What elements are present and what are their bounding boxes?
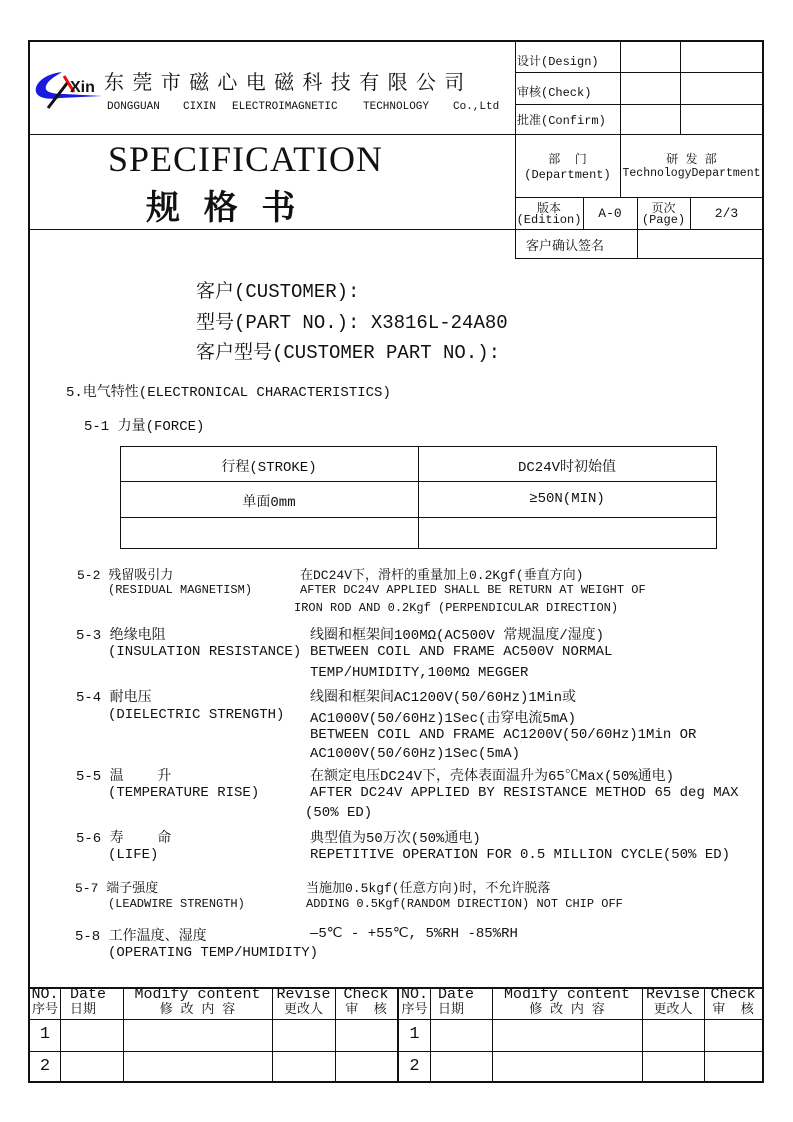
- rev-header-revise-cn: 更改人: [283, 1002, 323, 1017]
- item-5-3-line: BETWEEN COIL AND FRAME AC500V NORMAL: [310, 644, 613, 660]
- department-value-en: TechnologyDepartment: [622, 167, 761, 180]
- part-number: 型号(PART NO.): X3816L-24A80: [196, 312, 508, 334]
- rev-header-no-cn: 序号: [31, 1002, 58, 1017]
- page-label-cn: 页次: [651, 202, 676, 216]
- rev-header-no: NO.: [400, 986, 428, 1003]
- item-5-8-en: (OPERATING TEMP/HUMIDITY): [108, 945, 319, 961]
- company-en-4: TECHNOLOGY: [363, 101, 430, 113]
- item-5-5-en: (TEMPERATURE RISE): [108, 785, 260, 801]
- company-logo: [34, 68, 104, 112]
- item-5-7-title: 5-7 端子强度: [75, 881, 159, 896]
- force-title: 5-1 力量(FORCE): [84, 419, 205, 435]
- rev-header-check: Check: [710, 986, 756, 1003]
- item-5-4-line: BETWEEN COIL AND FRAME AC1200V(50/60Hz)1Min OR: [310, 727, 697, 743]
- department-label-en: (Department): [524, 168, 611, 182]
- rev-header-no-cn: 序号: [401, 1002, 428, 1017]
- item-5-2-en: (RESIDUAL MAGNETISM): [108, 583, 253, 597]
- section-title: 5.电气特性(ELECTRONICAL CHARACTERISTICS): [66, 385, 391, 401]
- rev-header-date-cn: 日期: [70, 1002, 97, 1017]
- item-5-7-line: 当施加0.5kgf(任意方向)时，不允许脱落: [306, 881, 551, 896]
- design-label: 设计(Design): [517, 55, 599, 69]
- rev-header-revise: Revise: [645, 986, 700, 1003]
- item-5-6-en: (LIFE): [108, 847, 159, 863]
- force-cell-value: ≥50N(MIN): [529, 491, 605, 507]
- item-5-5-line: (50% ED): [305, 805, 373, 821]
- title-en: SPECIFICATION: [108, 139, 384, 179]
- company-en-1: DONGGUAN: [107, 101, 160, 113]
- rev-header-no: NO.: [31, 986, 59, 1003]
- title-cn: 规 格 书: [146, 188, 296, 228]
- item-5-2-line: IRON ROD AND 0.2Kgf (PERPENDICULAR DIRECTION): [294, 601, 619, 615]
- item-5-3-title: 5-3 绝缘电阻: [76, 628, 166, 644]
- customer-part-number: 客户型号(CUSTOMER PART NO.):: [196, 342, 501, 364]
- rev-header-modify-cn: 修 改 内 容: [159, 1002, 236, 1017]
- rev-header-check: Check: [343, 986, 389, 1003]
- check-label: 审核(Check): [517, 86, 592, 100]
- force-cell-stroke: 单面0mm: [242, 495, 296, 511]
- item-5-5-line: AFTER DC24V APPLIED BY RESISTANCE METHOD 65 deg MAX: [310, 785, 739, 801]
- svg-text:Xin: Xin: [70, 79, 95, 96]
- item-5-2-line: AFTER DC24V APPLIED SHALL BE RETURN AT WEIGHT OF: [300, 583, 646, 597]
- item-5-4-line: AC1000V(50/60Hz)1Sec(5mA): [310, 746, 521, 762]
- department-label-cn: 部 门: [548, 153, 587, 167]
- item-5-4-title: 5-4 耐电压: [76, 690, 152, 706]
- rev-header-check-cn: 审 核: [345, 1002, 387, 1017]
- item-5-4-line: AC1000V(50/60Hz)1Sec(击穿电流5mA): [310, 711, 577, 727]
- item-5-2-line: 在DC24V下，滑杆的重量加上0.2Kgf(垂直方向): [300, 568, 584, 583]
- rev-row-number: 2: [39, 1057, 51, 1076]
- rev-header-date: Date: [70, 986, 107, 1003]
- rev-row-number: 2: [409, 1057, 420, 1076]
- force-header-stroke: 行程(STROKE): [221, 460, 317, 476]
- edition-label-en: (Edition): [516, 213, 582, 227]
- page-value: 2/3: [714, 206, 739, 221]
- item-5-3-line: 线圈和框架间100MΩ(AC500V 常规温度/湿度): [310, 628, 605, 644]
- rev-row-number: 1: [409, 1025, 420, 1044]
- department-value-cn: 研 发 部: [666, 153, 717, 167]
- item-5-8-line: —5℃ - +55℃, 5%RH -85%RH: [310, 926, 518, 942]
- force-header-initial: DC24V时初始值: [517, 460, 616, 476]
- item-5-4-en: (DIELECTRIC STRENGTH): [108, 707, 285, 723]
- customer-sign-label: 客户确认签名: [526, 239, 605, 254]
- item-5-6-title: 5-6 寿 命: [76, 831, 172, 847]
- item-5-8-title: 5-8 工作温度、湿度: [75, 929, 207, 945]
- company-en-3: ELECTROIMAGNETIC: [232, 101, 338, 113]
- rev-header-date: Date: [438, 986, 475, 1003]
- item-5-5-line: 在额定电压DC24V下，壳体表面温升为65℃Max(50%通电): [310, 769, 675, 785]
- company-en-2: CIXIN: [183, 101, 217, 113]
- rev-header-modify: Modify content: [134, 986, 261, 1003]
- rev-header-date-cn: 日期: [438, 1002, 465, 1017]
- item-5-6-line: REPETITIVE OPERATION FOR 0.5 MILLION CYCLE(50% ED): [310, 847, 731, 863]
- item-5-3-en: (INSULATION RESISTANCE): [108, 644, 302, 660]
- confirm-label: 批准(Confirm): [517, 114, 606, 128]
- company-en-5: Co.,Ltd: [453, 101, 500, 113]
- item-5-5-title: 5-5 温 升: [76, 769, 172, 785]
- company-name-cn: 东 莞 市 磁 心 电 磁 科 技 有 限 公 司: [104, 70, 466, 94]
- rev-header-modify: Modify content: [503, 986, 631, 1003]
- item-5-3-line: TEMP/HUMIDITY,100MΩ MEGGER: [310, 665, 529, 681]
- rev-header-check-cn: 审 核: [712, 1002, 754, 1017]
- item-5-7-en: (LEADWIRE STRENGTH): [108, 897, 245, 911]
- item-5-4-line: 线圈和框架间AC1200V(50/60Hz)1Min或: [310, 690, 577, 706]
- item-5-6-line: 典型值为50万次(50%通电): [310, 831, 481, 847]
- item-5-7-line: ADDING 0.5Kgf(RANDOM DIRECTION) NOT CHIP OFF: [306, 897, 623, 911]
- customer-label: 客户(CUSTOMER):: [196, 281, 360, 303]
- rev-header-revise-cn: 更改人: [653, 1002, 693, 1017]
- edition-label-cn: 版本: [536, 202, 561, 216]
- edition-value: A-0: [598, 206, 622, 221]
- rev-header-revise: Revise: [276, 986, 331, 1003]
- item-5-2-title: 5-2 残留吸引力: [77, 568, 174, 583]
- rev-row-number: 1: [39, 1025, 51, 1044]
- page-label-en: (Page): [641, 213, 686, 227]
- rev-header-modify-cn: 修 改 内 容: [529, 1002, 605, 1017]
